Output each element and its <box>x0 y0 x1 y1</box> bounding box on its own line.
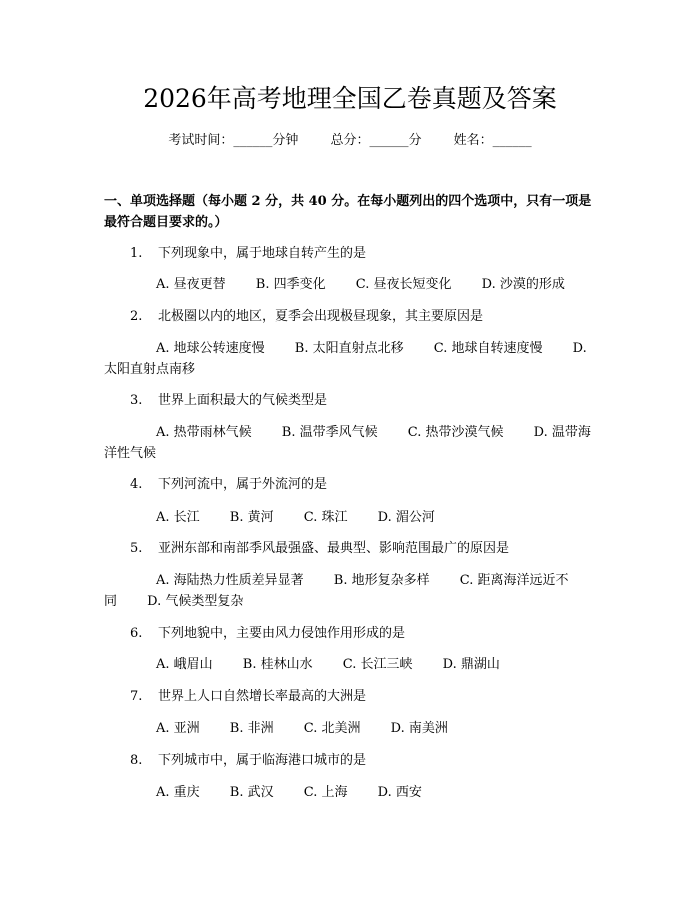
question-options <box>104 274 594 295</box>
option-d: D. 沙漠的形成 <box>481 277 565 292</box>
question-text: 亚洲东部和南部季风最强盛、最典型、影响范围最广的原因是 <box>158 541 510 556</box>
option-d: D. 西安 <box>377 785 422 800</box>
question-number: 7. <box>130 689 143 704</box>
option-c: C. 北美洲 <box>303 721 361 736</box>
question-options <box>104 570 594 612</box>
question-text: 下列河流中，属于外流河的是 <box>158 477 328 492</box>
exam-meta <box>0 132 700 150</box>
question-options <box>104 422 594 464</box>
question-text: 下列城市中，属于临海港口城市的是 <box>158 753 367 768</box>
option-a: A. 昼夜更替 <box>156 277 226 292</box>
question-number: 2. <box>130 309 143 324</box>
total-score-field: 总分：______分 <box>330 133 422 148</box>
question-number: 8. <box>130 753 143 768</box>
option-b: B. 地形复杂多样 <box>333 573 430 588</box>
option-a: A. 热带雨林气候 <box>156 425 252 440</box>
question-stem <box>130 245 366 263</box>
option-b: B. 四季变化 <box>255 277 326 292</box>
option-b: B. 桂林山水 <box>242 657 313 672</box>
question-stem <box>130 476 327 494</box>
question-options <box>104 338 594 380</box>
option-b: B. 非洲 <box>229 721 274 736</box>
question-options <box>104 718 594 739</box>
option-d: D. 鼎湖山 <box>442 657 500 672</box>
question-text: 下列现象中，属于地球自转产生的是 <box>158 246 367 261</box>
question-stem <box>130 392 327 410</box>
option-d: D. 气候类型复杂 <box>147 594 244 609</box>
option-a: A. 地球公转速度慢 <box>156 341 265 356</box>
section-heading: 一、单项选择题（每小题 2 分，共 40 分。在每小题列出的四个选项中，只有一项是最符合题目要求的。） <box>104 194 592 230</box>
option-d: D. 湄公河 <box>377 510 435 525</box>
option-d: D. 温带海洋性气候 <box>104 425 591 461</box>
question-stem <box>130 625 405 643</box>
question-text: 北极圈以内的地区，夏季会出现极昼现象，其主要原因是 <box>158 309 484 324</box>
option-a: A. 峨眉山 <box>156 657 213 672</box>
question-number: 6. <box>130 626 143 641</box>
option-b: B. 武汉 <box>229 785 274 800</box>
student-name-field: 姓名：______ <box>453 133 532 148</box>
option-b: B. 黄河 <box>229 510 274 525</box>
option-c: C. 珠江 <box>303 510 348 525</box>
option-c: C. 长江三峡 <box>342 657 413 672</box>
question-number: 3. <box>130 393 143 408</box>
question-stem <box>130 308 483 326</box>
option-d: D. 南美洲 <box>390 721 448 736</box>
option-b: B. 太阳直射点北移 <box>294 341 404 356</box>
question-text: 世界上面积最大的气候类型是 <box>158 393 328 408</box>
option-c: C. 地球自转速度慢 <box>433 341 543 356</box>
question-options <box>104 782 594 803</box>
question-text: 世界上人口自然增长率最高的大洲是 <box>158 689 367 704</box>
question-options <box>104 654 594 675</box>
option-a: A. 海陆热力性质差异显著 <box>156 573 304 588</box>
exam-title: 2026年高考地理全国乙卷真题及答案 <box>143 84 557 113</box>
question-options <box>104 507 594 528</box>
option-d: D. 太阳直射点南移 <box>104 341 587 377</box>
question-stem <box>130 752 366 770</box>
exam-time-field: 考试时间：______分钟 <box>168 133 299 148</box>
option-c: C. 上海 <box>303 785 348 800</box>
option-c: C. 距离海洋远近不同 <box>104 573 569 609</box>
option-c: C. 热带沙漠气候 <box>407 425 504 440</box>
question-number: 1. <box>130 246 143 261</box>
option-b: B. 温带季风气候 <box>281 425 378 440</box>
question-stem <box>130 540 509 558</box>
option-a: A. 重庆 <box>156 785 200 800</box>
question-stem <box>130 688 366 706</box>
question-number: 4. <box>130 477 143 492</box>
option-a: A. 亚洲 <box>156 721 200 736</box>
question-text: 下列地貌中，主要由风力侵蚀作用形成的是 <box>158 626 406 641</box>
option-c: C. 昼夜长短变化 <box>355 277 452 292</box>
option-a: A. 长江 <box>156 510 200 525</box>
question-number: 5. <box>130 541 143 556</box>
